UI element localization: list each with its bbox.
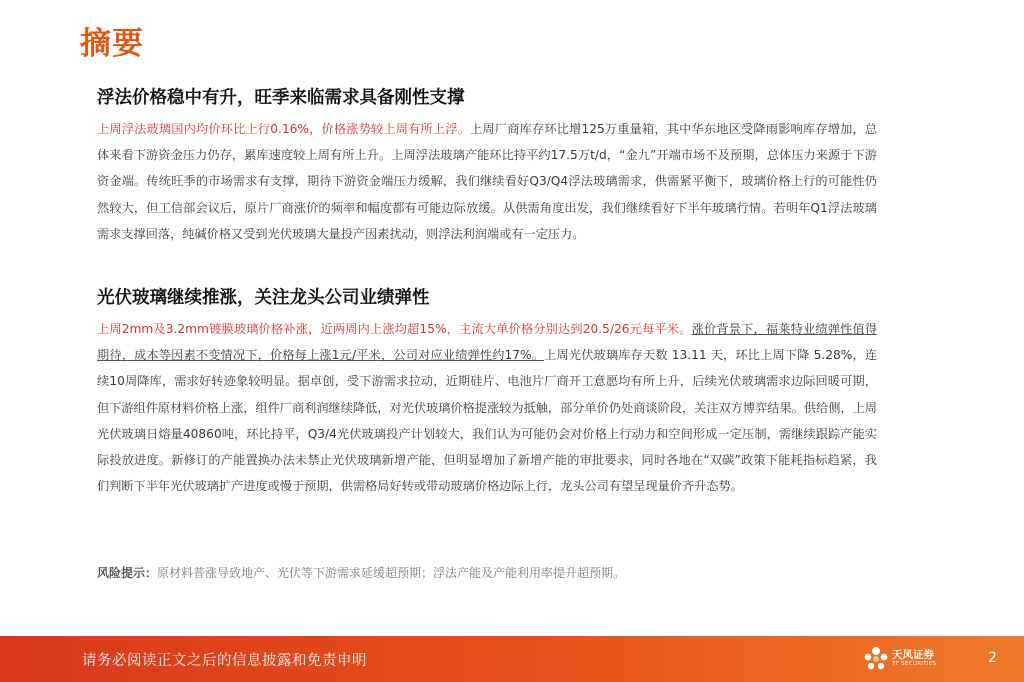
- section-heading-pv-glass: 光伏玻璃继续推涨，关注龙头公司业绩弹性: [97, 288, 430, 308]
- page-title: 摘要: [80, 26, 144, 62]
- page-number: 2: [988, 650, 997, 666]
- underlined-text: 涨价背景下，福莱特业绩弹性值得期待，成本等因素不变情况下，价格每上涨1元/平米，公司对应业绩弹性约17%。: [97, 322, 878, 363]
- section-body-pv-glass: [97, 316, 877, 499]
- section-float-glass: [97, 86, 877, 247]
- footer-bar: [0, 636, 1024, 682]
- risk-text: 原材料普涨导致地产、光伏等下游需求延缓超预期；浮法产能及产能利用率提升超预期。: [157, 566, 626, 580]
- section-heading-float-glass: 浮法价格稳中有升，旺季来临需求具备刚性支撑: [97, 88, 465, 108]
- section-body-float-glass: [97, 116, 877, 247]
- risk-label: 风险提示：: [97, 566, 158, 580]
- body-text: 上周厂商库存环比增125万重量箱，其中华东地区受降雨影响库存增加，总体来看下游资金压力仍存，累库速度较上周有所上升。上周浮法玻璃产能环比持平约17.5万t/d，“金九”开端市场不及预期，总体压力来源于下游资金端。传统旺季的市场需求有支撑，期待下游资金端压力缓解，我们继续看好Q3/Q4浮法玻璃需求，供需紧平衡下，玻璃价格上行的可能性仍然较大，但工信部会议后，原片厂商涨价的频率和幅度都有可能边际放缓。从供需角度出发，我们继续看好下半年玻璃行情。若明年Q1浮法玻璃需求支撑回落，纯碱价格又受到光伏玻璃大量投产因素扰动，则浮法利润端或有一定压力。: [97, 122, 878, 241]
- section-pv-glass: [97, 286, 877, 499]
- flower-logo-icon: [862, 645, 890, 673]
- highlight-text: 上周2mm及3.2mm镀膜玻璃价格补涨，近两周内上涨均超15%，主流大单价格分别达到20.5/26元每平米。: [97, 322, 692, 336]
- company-logo: [862, 645, 942, 673]
- highlight-text: 上周浮法玻璃国内均价环比上行0.16%，价格涨势较上周有所上浮。: [97, 122, 471, 136]
- logo-en-text: TF SECURITIES: [892, 661, 937, 667]
- risk-warning: [97, 564, 877, 582]
- disclaimer-text: 请务必阅读正文之后的信息披露和免责申明: [82, 653, 367, 669]
- body-text: 上周光伏玻璃库存天数 13.11 天，环比上周下降 5.28%，连续10周降库，需求好转迹象较明显。据卓创，受下游需求拉动，近期硅片、电池片厂商开工意愿均有所上升，后续光伏玻璃需求边际回暖可期，但下游组件原材料价格上涨，组件厂商利润继续降低，对光伏玻璃价格提涨较为抵触，部分单价仍处商谈阶段，关注双方博弈结果。供给侧，上周光伏玻璃日熔量40860吨，环比持平，Q3/4光伏玻璃投产计划较大，我们认为可能仍会对价格上行动力和空间形成一定压制，需继续跟踪产能实际投放进度。新修订的产能置换办法未禁止光伏玻璃新增产能，但明显增加了新增产能的审批要求，同时各地在“双碳”政策下能耗指标趋紧，我们判断下半年光伏玻璃扩产进度或慢于预期，供需格局好转或带动玻璃价格边际上行，龙头公司有望呈现量价齐升态势。: [97, 348, 878, 494]
- logo-cn-text: 天风证券: [892, 649, 934, 661]
